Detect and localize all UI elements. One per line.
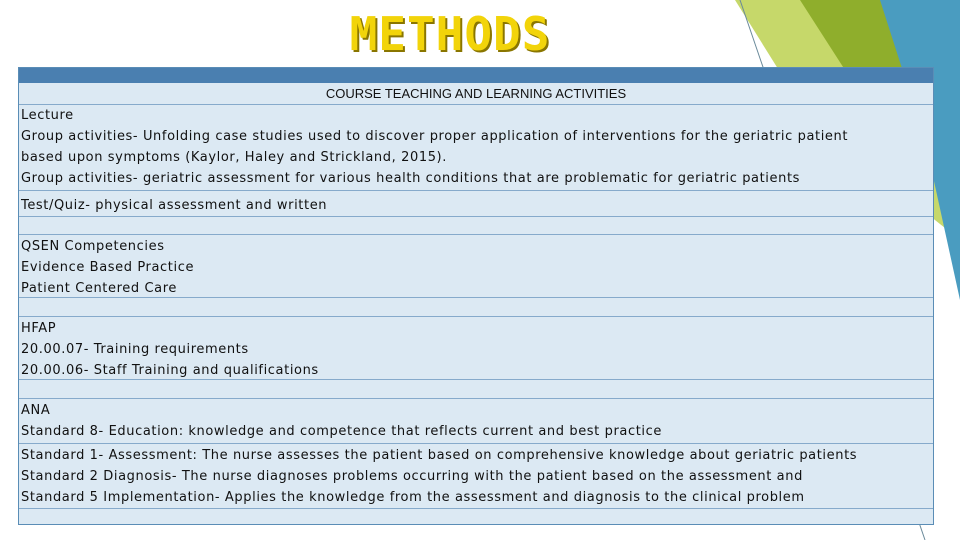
hfap-line: 20.00.06- Staff Training and qualifications	[21, 363, 319, 378]
row-divider	[19, 216, 933, 217]
ana-standard-line: Standard 5 Implementation- Applies the knowledge from the assessment and diagnosis to the clinical problem	[21, 490, 805, 505]
testing-cell	[21, 195, 929, 216]
activity-line: Group activities- Unfolding case studies used to discover proper application of interventions for the geriatric patient	[21, 129, 849, 144]
qsen-line: Patient Centered Care	[21, 281, 177, 296]
methods-table	[18, 67, 934, 525]
qsen-line: QSEN Competencies	[21, 239, 165, 254]
row-divider	[19, 190, 933, 191]
activity-line: Group activities- geriatric assessment for various health conditions that are problematic for geriatric patients	[21, 171, 801, 186]
activity-line: Lecture	[21, 108, 74, 123]
row-divider	[19, 508, 933, 509]
ana-line: ANA	[21, 403, 51, 418]
qsen-cell	[21, 236, 929, 299]
qsen-line: Evidence Based Practice	[21, 260, 195, 275]
ana-line: Standard 8- Education: knowledge and competence that reflects current and best practice	[21, 424, 662, 439]
ana-cell	[21, 400, 929, 442]
row-divider	[19, 398, 933, 399]
testing-line: Test/Quiz- physical assessment and written	[21, 198, 328, 213]
ana-standard-line: Standard 2 Diagnosis- The nurse diagnoses problems occurring with the patient based on the assessment and	[21, 469, 803, 484]
page-title: METHODS	[349, 7, 551, 61]
hfap-line: HFAP	[21, 321, 57, 336]
activities-cell	[21, 105, 929, 189]
activity-line: based upon symptoms (Kaylor, Haley and Strickland, 2015).	[21, 150, 447, 165]
hfap-cell	[21, 318, 929, 381]
table-header: COURSE TEACHING AND LEARNING ACTIVITIES	[325, 86, 627, 101]
row-divider	[19, 443, 933, 444]
ana-standard-line: Standard 1- Assessment: The nurse assesses the patient based on comprehensive knowledge about geriatric patients	[21, 448, 858, 463]
row-divider	[19, 234, 933, 235]
ana-standards-cell	[21, 445, 929, 508]
hfap-line: 20.00.07- Training requirements	[21, 342, 249, 357]
table-top-bar	[19, 68, 933, 83]
row-divider	[19, 316, 933, 317]
